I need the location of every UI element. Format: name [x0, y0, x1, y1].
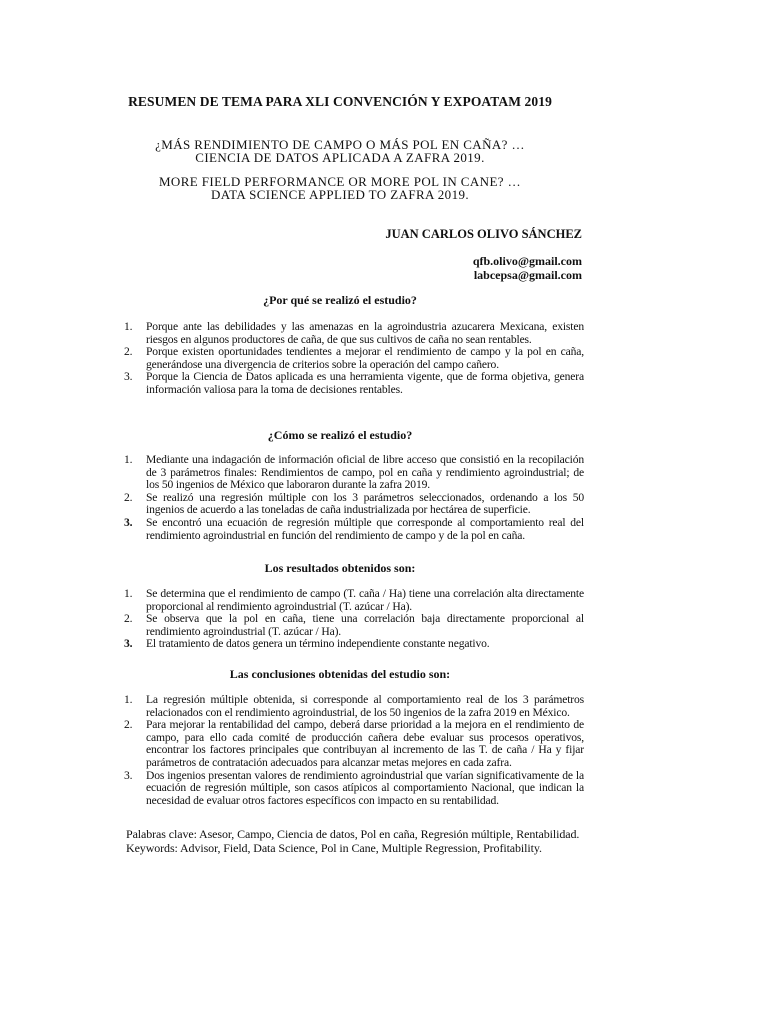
list-item	[124, 588, 584, 613]
item-text: El tratamiento de datos genera un término independiente constante negativo.	[146, 637, 490, 651]
document-title: RESUMEN DE TEMA PARA XLI CONVENCIÓN Y EXPOATAM 2019	[128, 94, 552, 109]
list-item	[124, 346, 584, 371]
item-text: Porque existen oportunidades tendientes a mejorar el rendimiento de campo y la pol en caña, generándose una divergencia de criterios sobre la operación del campo cañero.	[146, 345, 584, 371]
email-primary: qfb.olivo@gmail.com	[472, 254, 582, 268]
english-title-line2: DATA SCIENCE APPLIED TO ZAFRA 2019.	[210, 187, 470, 202]
section-heading-why: ¿Por qué se realizó el estudio?	[263, 293, 417, 307]
list-item	[124, 694, 584, 719]
email-secondary: labcepsa@gmail.com	[473, 268, 582, 282]
keywords-spanish: Palabras clave: Asesor, Campo, Ciencia de datos, Pol en caña, Regresión múltiple, Rentabilidad.	[126, 827, 580, 841]
list-item	[124, 454, 584, 492]
item-number: 2.	[124, 718, 133, 732]
list-item	[124, 613, 584, 638]
item-text: Mediante una indagación de información oficial de libre acceso que consistió en la recopilación de 3 parámetros finales: Rendimientos de campo, pol en caña y rendimiento agroindustrial; de los 50 ingenios de México que laboraron durante la zafra 2019.	[146, 453, 584, 492]
item-text: Se determina que el rendimiento de campo (T. caña / Ha) tiene una correlación alta directamente proporcional al rendimiento agroindustrial (T. azúcar / Ha).	[146, 587, 584, 613]
list-item	[124, 770, 584, 808]
list-results	[124, 588, 584, 651]
section-heading-conclusions: Las conclusiones obtenidas del estudio son:	[229, 667, 451, 681]
item-number: 1.	[124, 693, 133, 706]
section-heading-results: Los resultados obtenidos son:	[264, 561, 416, 575]
list-item	[124, 638, 584, 651]
list-how	[124, 454, 584, 542]
list-item	[124, 517, 584, 542]
item-number: 3.	[124, 768, 133, 782]
item-text: Porque la Ciencia de Datos aplicada es una herramienta vigente, que de forma objetiva, genera información valiosa para la toma de decisiones rentables.	[146, 370, 584, 396]
item-number: 3.	[124, 515, 133, 529]
item-number: 1.	[124, 587, 133, 600]
english-title-line1: MORE FIELD PERFORMANCE OR MORE POL IN CANE? …	[158, 174, 522, 189]
author-name: JUAN CARLOS OLIVO SÁNCHEZ	[385, 227, 582, 241]
item-number: 3.	[124, 637, 133, 651]
list-item	[124, 719, 584, 769]
item-number: 3.	[124, 370, 133, 384]
list-item	[124, 371, 584, 396]
item-number: 2.	[124, 345, 133, 359]
item-text: La regresión múltiple obtenida, si corresponde al comportamiento real de los 3 parámetros relacionados con el rendimiento agroindustrial, de los 50 ingenios de la zafra 2019 en México.	[146, 693, 584, 719]
keywords-english: Keywords: Advisor, Field, Data Science, Pol in Cane, Multiple Regression, Profitability.	[126, 841, 542, 855]
author-emails	[473, 254, 582, 282]
item-text: Se realizó una regresión múltiple con los 3 parámetros seleccionados, ordenando a los 50 ingenios de acuerdo a las toneladas de caña industrializada por hectárea de superficie.	[146, 490, 584, 517]
list-conclusions	[124, 694, 584, 807]
english-title	[0, 175, 680, 201]
item-number: 2.	[124, 490, 133, 504]
item-text: Para mejorar la rentabilidad del campo, deberá darse prioridad a la mejora en el rendimiento de campo, para ello cada comité de producción cañera debe evaluar sus procesos operativos, encontrar los factores principales que contribuyan al incremento de las T. de caña / Ha y fijar parámetros de contratación adecuados para alcanzar metas mejores en cada zafra.	[146, 718, 584, 769]
item-number: 2.	[124, 612, 133, 626]
spanish-title	[0, 138, 680, 164]
item-text: Porque ante las debilidades y las amenazas en la agroindustria azucarera Mexicana, existen riesgos en algunos productores de caña, de que sus cultivos de caña no sean rentables.	[146, 320, 584, 346]
item-number: 1.	[124, 320, 133, 333]
item-text: Se encontró una ecuación de regresión múltiple que corresponde al comportamiento real del rendimiento agroindustrial en función del rendimiento de campo y de la pol en caña.	[146, 515, 584, 542]
spanish-title-line2: CIENCIA DE DATOS APLICADA A ZAFRA 2019.	[195, 150, 485, 165]
spanish-title-line1: ¿MÁS RENDIMIENTO DE CAMPO O MÁS POL EN CAÑA? …	[155, 137, 525, 152]
keywords-block	[126, 827, 579, 855]
list-why	[124, 321, 584, 397]
item-number: 1.	[124, 453, 133, 466]
list-item	[124, 321, 584, 346]
section-heading-how: ¿Cómo se realizó el estudio?	[267, 428, 413, 442]
item-text: Se observa que la pol en caña, tiene una correlación baja directamente proporcional al rendimiento agroindustrial (T. azúcar / Ha).	[146, 612, 584, 638]
item-text: Dos ingenios presentan valores de rendimiento agroindustrial que varían significativamente de la ecuación de regresión múltiple, son casos atípicos al comportamiento Nacional, que indican la necesidad de evaluar otros factores específicos con impacto en su rentabilidad.	[146, 768, 584, 807]
list-item	[124, 492, 584, 517]
